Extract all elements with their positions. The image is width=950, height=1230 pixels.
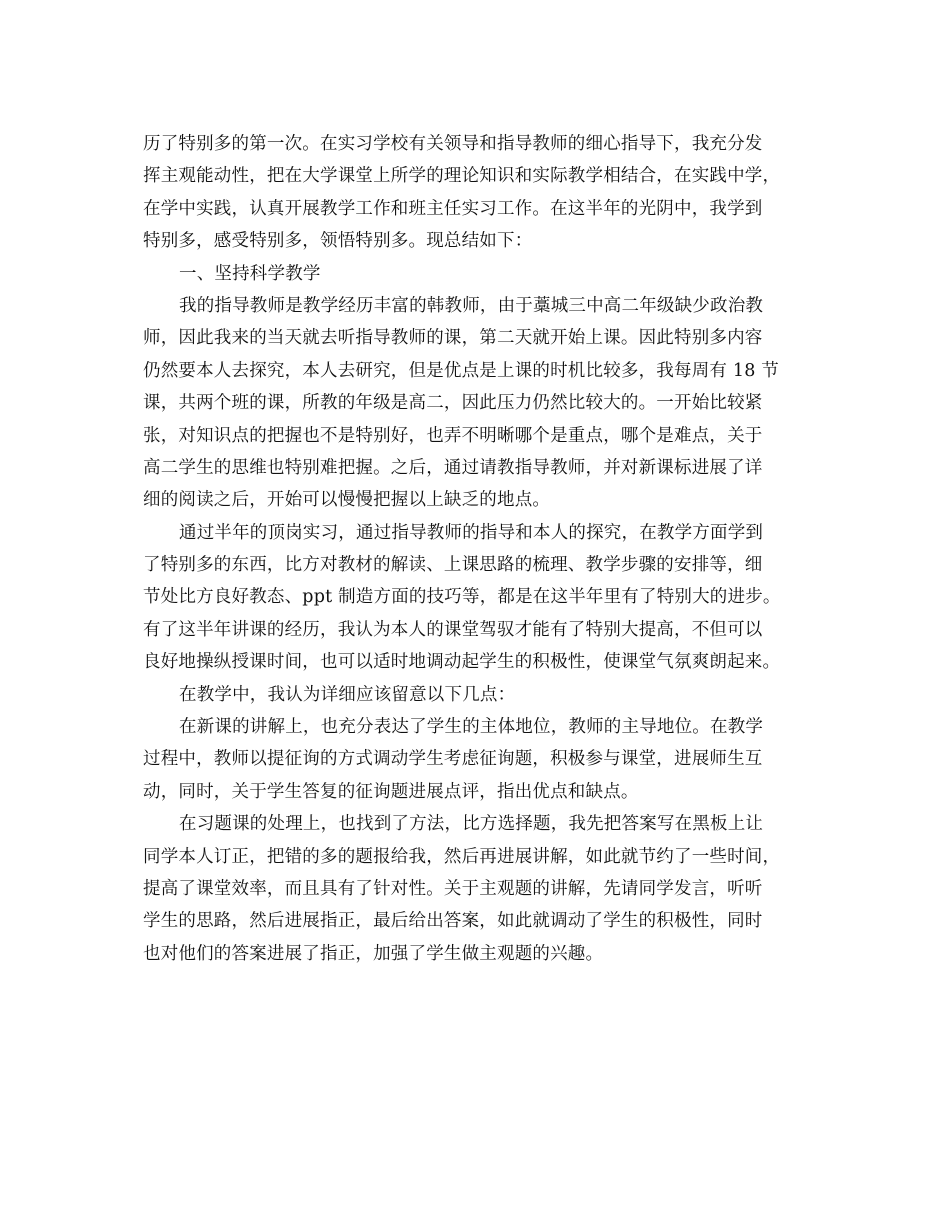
paragraph-line: 挥主观能动性，把在大学课堂上所学的理论知识和实际教学相结合，在实践中学， bbox=[143, 166, 781, 187]
paragraph-line: 节处比方良好教态、ppt 制造方面的技巧等，都是在这半年里有了特别大的进步。 bbox=[143, 587, 781, 608]
paragraph-line: 特别多，感受特别多，领悟特别多。现总结如下： bbox=[143, 231, 533, 252]
paragraph-line: 课，共两个班的课，所教的年级是高二，因此压力仍然比较大的。一开始比较紧 bbox=[143, 393, 763, 414]
paragraph-line: 仍然要本人去探究，本人去研究，但是优点是上课的时机比较多，我每周有 18 节 bbox=[143, 360, 779, 381]
paragraph-line: 动，同时，关于学生答复的征询题进展点评，指出优点和缺点。 bbox=[143, 781, 639, 802]
paragraph-first-line: 通过半年的顶岗实习，通过指导教师的指导和本人的探究，在教学方面学到 bbox=[179, 522, 764, 543]
paragraph-first-line: 在习题课的处理上，也找到了方法，比方选择题，我先把答案写在黑板上让 bbox=[179, 814, 764, 835]
paragraph-line: 张，对知识点的把握也不是特别好，也弄不明晰哪个是重点，哪个是难点，关于 bbox=[143, 425, 763, 446]
paragraph-line: 也对他们的答案进展了指正，加强了学生做主观题的兴趣。 bbox=[143, 943, 604, 964]
paragraph-line: 了特别多的东西，比方对教材的解读、上课思路的梳理、教学步骤的安排等，细 bbox=[143, 555, 763, 576]
paragraph-line: 师，因此我来的当天就去听指导教师的课，第二天就开始上课。因此特别多内容 bbox=[143, 328, 763, 349]
document-body bbox=[143, 128, 807, 970]
paragraph-line: 同学本人订正，把错的多的题报给我，然后再进展讲解，如此就节约了一些时间， bbox=[143, 846, 781, 867]
paragraph-line: 提高了课堂效率，而且具有了针对性。关于主观题的讲解，先请同学发言，听听 bbox=[143, 878, 763, 899]
paragraph-first-line: 在新课的讲解上，也充分表达了学生的主体地位，教师的主导地位。在教学 bbox=[179, 717, 764, 738]
paragraph-first-line: 一、坚持科学教学 bbox=[179, 263, 321, 284]
paragraph-line: 过程中，教师以提征询的方式调动学生考虑征询题，积极参与课堂，进展师生互 bbox=[143, 749, 763, 770]
paragraph-first-line: 在教学中，我认为详细应该留意以下几点： bbox=[179, 684, 516, 705]
paragraph-line: 有了这半年讲课的经历，我认为本人的课堂驾驭才能有了特别大提高，不但可以 bbox=[143, 619, 763, 640]
paragraph-line: 高二学生的思维也特别难把握。之后，通过请教指导教师，并对新课标进展了详 bbox=[143, 457, 763, 478]
paragraph-line: 良好地操纵授课时间，也可以适时地调动起学生的积极性，使课堂气氛爽朗起来。 bbox=[143, 652, 781, 673]
paragraph-line: 在学中实践，认真开展教学工作和班主任实习工作。在这半年的光阴中，我学到 bbox=[143, 198, 763, 219]
paragraph-first-line: 我的指导教师是教学经历丰富的韩教师，由于藁城三中高二年级缺少政治教 bbox=[179, 295, 764, 316]
paragraph-line: 历了特别多的第一次。在实习学校有关领导和指导教师的细心指导下，我充分发 bbox=[143, 134, 763, 154]
paragraph-line: 细的阅读之后，开始可以慢慢把握以上缺乏的地点。 bbox=[143, 490, 551, 511]
paragraph-line: 学生的思路，然后进展指正，最后给出答案，如此就调动了学生的积极性，同时 bbox=[143, 911, 763, 932]
